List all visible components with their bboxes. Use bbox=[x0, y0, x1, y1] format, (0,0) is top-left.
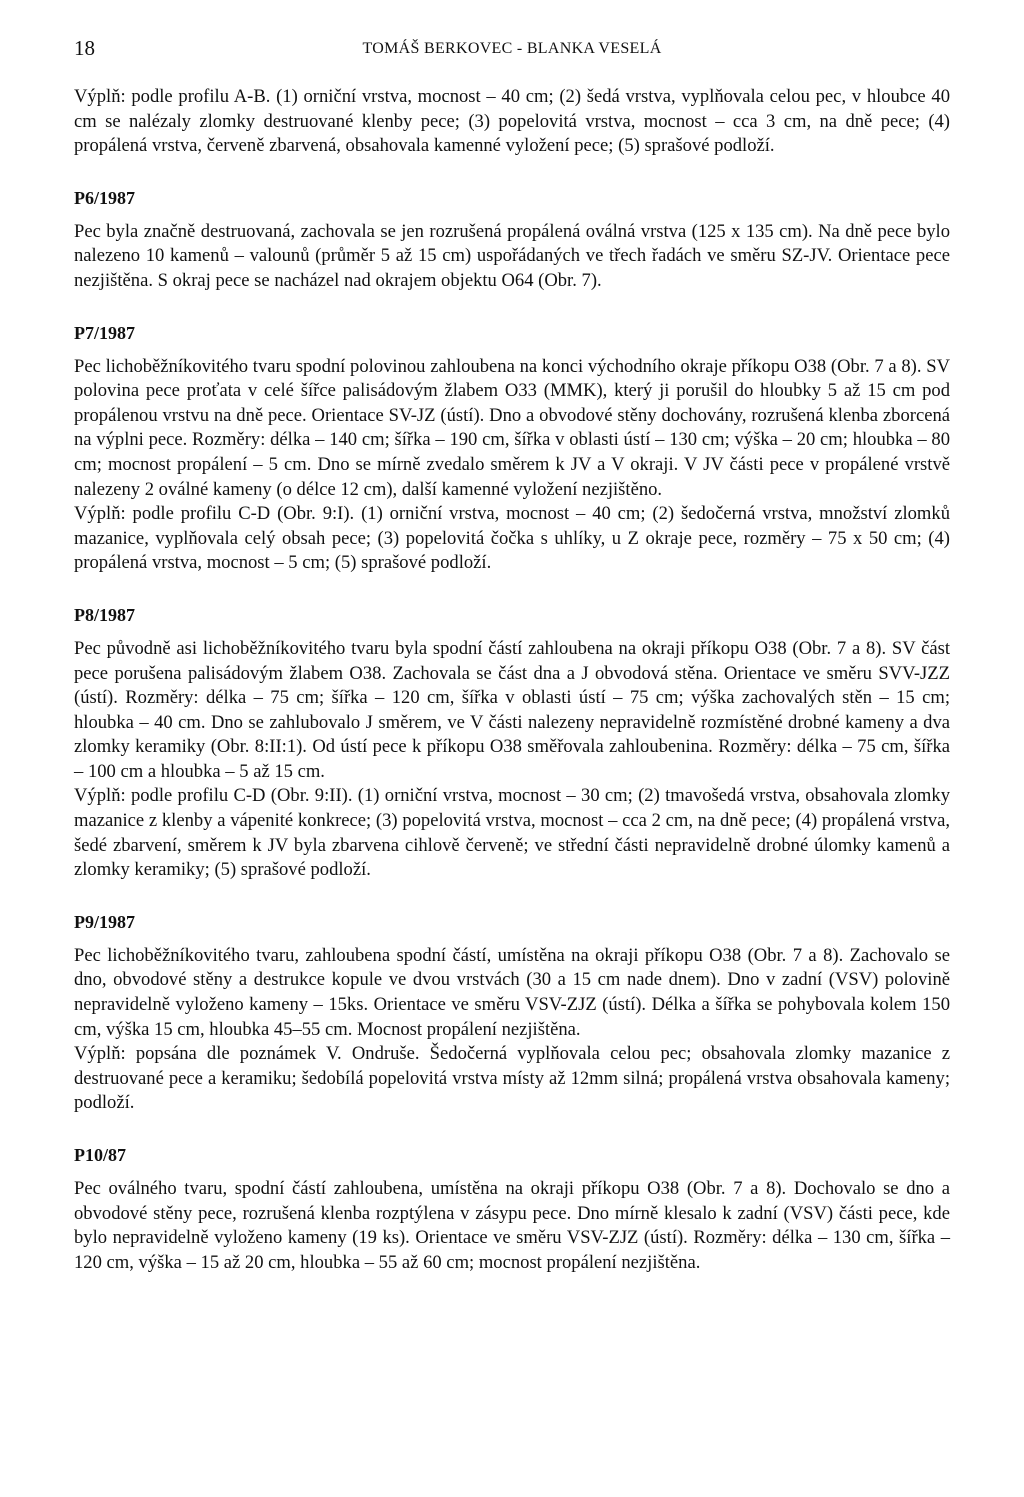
section-heading: P8/1987 bbox=[74, 604, 135, 625]
running-title: TOMÁŠ BERKOVEC - BLANKA VESELÁ bbox=[362, 40, 662, 57]
section-p6-1987 bbox=[74, 186, 950, 294]
section-heading: P6/1987 bbox=[74, 187, 135, 208]
section-heading: P7/1987 bbox=[74, 322, 135, 343]
section-paragraph: Pec lichoběžníkovitého tvaru spodní polovinou zahloubena na konci východního okraje příkopu O38 (Obr. 7 a 8). SV polovina pece proťata v celé šířce palisádovým žlabem O33 (MMK), který ji porušil do hloubky 5 až 15 cm pod propálenou vrstvu na dně pece. Orientace SV-JZ (ústí). Dno a obvodové stěny dochovány, rozrušená klenba zborcená na výplni pece. Rozměry: délka – 140 cm; šířka – 190 cm, šířka v oblasti ústí – 130 cm; výška – 20 cm; hloubka – 80 cm; mocnost propálení – 5 cm. Dno se mírně zvedalo směrem k JV a V okraji. V JV části pece v propálené vrstvě nalezeny 2 oválné kameny (o délce 12 cm), další kamenné vyložení nezjištěno. bbox=[74, 355, 950, 500]
intro-paragraph: Výplň: podle profilu A-B. (1) orniční vrstva, mocnost – 40 cm; (2) šedá vrstva, vyplňovala celou pec, v hloubce 40 cm se nalézaly zlomky destruované klenby pece; (3) popelovitá vrstva, mocnost – cca 3 cm, na dně pece; (4) propálená vrstva, červeně zbarvená, obsahovala kamenné vyložení pece; (5) sprašové podloží. bbox=[74, 86, 950, 157]
section-p8-1987 bbox=[74, 603, 950, 883]
section-paragraph: Pec původně asi lichoběžníkovitého tvaru byla spodní částí zahloubena na okraji příkopu O38 (Obr. 7 a 8). SV část pece porušena palisádovým žlabem O38. Zachovala se část dna a J obvodová stěna. Orientace ve směru SVV-JZZ (ústí). Rozměry: délka – 75 cm; šířka – 120 cm, šířka v oblasti ústí – 75 cm; výška zachovalých stěn – 15 cm; hloubka – 40 cm. Dno se zahlubovalo J směrem, ve V části nalezeny nepravidelně rozmístěné drobné kameny a dva zlomky keramiky (Obr. 8:II:1). Od ústí pece k příkopu O38 směřovala zahloubenina. Rozměry: délka – 75 cm, šířka – 100 cm a hloubka – 5 až 15 cm. bbox=[74, 637, 950, 782]
page-number: 18 bbox=[74, 36, 95, 60]
section-heading: P9/1987 bbox=[74, 911, 135, 932]
section-p10-87 bbox=[74, 1143, 950, 1275]
page-header bbox=[74, 34, 950, 64]
page-body bbox=[74, 85, 950, 1275]
section-heading: P10/87 bbox=[74, 1145, 126, 1165]
section-paragraph: Pec oválného tvaru, spodní částí zahloubena, umístěna na okraji příkopu O38 (Obr. 7 a 8). Dochovalo se dno a obvodové stěny pece, rozrušená klenba rozptýlena v zásypu pece. Dno mírně klesalo k zadní (VSV) části pece, kde bylo nepravidelně vyloženo kameny (19 ks). Orientace ve směru VSV-ZJZ (ústí). Rozměry: délka – 130 cm, šířka – 120 cm, výška – 15 až 20 cm, hloubka – 55 až 60 cm; mocnost propálení nezjištěna. bbox=[74, 1178, 950, 1273]
section-p7-1987 bbox=[74, 321, 950, 576]
section-fill-paragraph: Výplň: podle profilu C-D (Obr. 9:I). (1) orniční vrstva, mocnost – 40 cm; (2) šedočerná vrstva, množství zlomků mazanice, vyplňovala celý obsah pece; (3) popelovitá čočka s uhlíky, u Z okraje pece, rozměry – 75 x 50 cm; (4) propálená vrstva, mocnost – 5 cm; (5) sprašové podloží. bbox=[74, 503, 950, 574]
section-paragraph: Pec lichoběžníkovitého tvaru, zahloubena spodní částí, umístěna na okraji příkopu O38 (Obr. 7 a 8). Zachovalo se dno, obvodové stěny a destrukce kopule ve dvou vrstvách (30 a 15 cm nade dnem). Dno v zadní (VSV) polovině nepravidelně vyloženo kameny – 15ks. Orientace ve směru VSV-ZJZ (ústí). Délka a šířka se pohybovala kolem 150 cm, výška 15 cm, hloubka 45–55 cm. Mocnost propálení nezjištěna. bbox=[74, 944, 950, 1040]
section-fill-paragraph: Výplň: podle profilu C-D (Obr. 9:II). (1) orniční vrstva, mocnost – 30 cm; (2) tmavošedá vrstva, obsahovala zlomky mazanice z klenby a vápenité konkrece; (3) popelovitá vrstva, mocnost – cca 2 cm, na dně pece; (4) propálená vrstva, šedé zbarvení, směrem k JV byla zbarvena cihlově červeně; ve střední části nepravidelně drobné úlomky kamenů a zlomky keramiky; (5) sprašové podloží. bbox=[74, 785, 950, 881]
section-p9-1987 bbox=[74, 910, 950, 1116]
section-paragraph: Pec byla značně destruovaná, zachovala se jen rozrušená propálená oválná vrstva (125 x 135 cm). Na dně pece bylo nalezeno 10 kamenů – valounů (průměr 5 až 15 cm) uspořádaných ve třech řadách ve směru SZ-JV. Orientace pece nezjištěna. S okraj pece se nacházel nad okrajem objektu O64 (Obr. 7). bbox=[74, 220, 950, 291]
section-fill-paragraph: Výplň: popsána dle poznámek V. Ondruše. Šedočerná vyplňovala celou pec; obsahovala zlomky mazanice z destruované pece a keramiku; šedobílá popelovitá vrstva místy až 12mm silná; propálená vrstva obsahovala kameny; podloží. bbox=[74, 1043, 950, 1114]
